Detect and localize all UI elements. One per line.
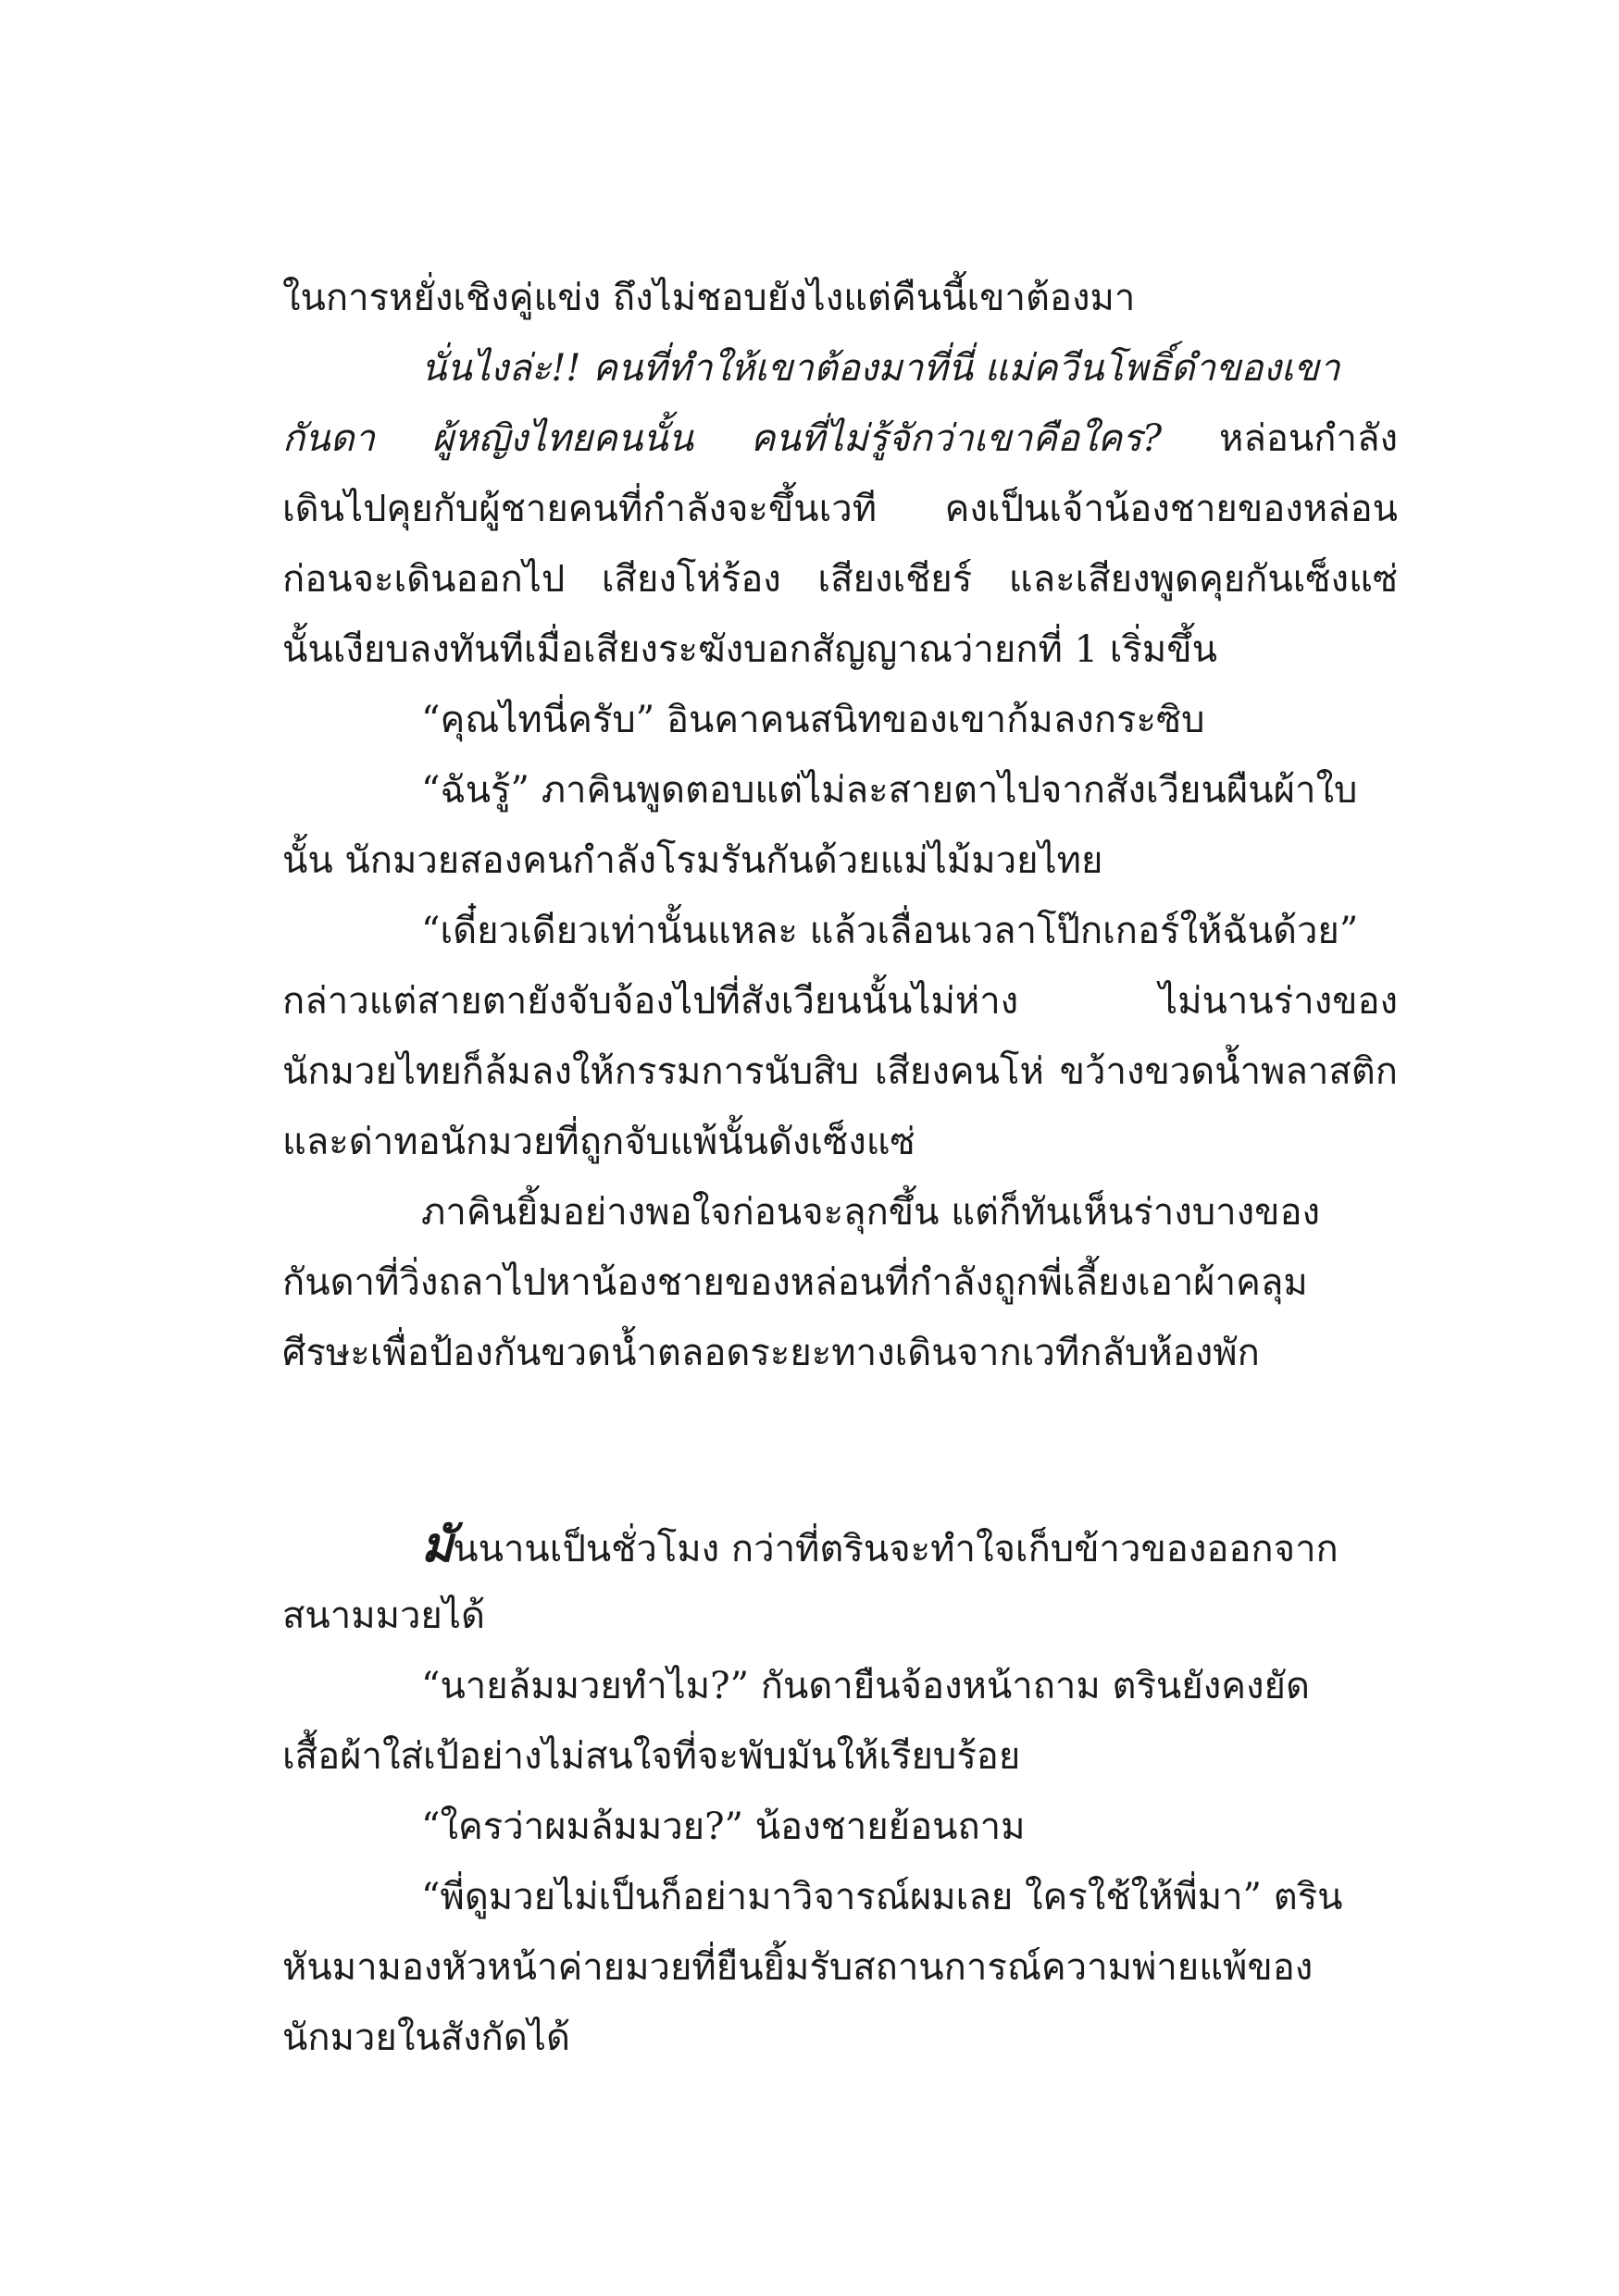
text-span: หล่อนกำลัง [1162,417,1398,460]
paragraph-line: นักมวยในสังกัดได้ [282,2017,570,2059]
paragraph-line [421,1518,1339,1573]
paragraph-line [282,411,1398,466]
paragraph-line: กันดาที่วิ่งถลาไปหาน้องชายของหล่อนที่กำลังถูกพี่เลี้ยงเอาผ้าคลุม [282,1261,1308,1304]
paragraph-line: “นายล้มมวยทำไม?” กันดายืนจ้องหน้าถาม ตรินยังคงยัด [421,1665,1310,1707]
paragraph-line: นั่นไงล่ะ!! คนที่ทำให้เขาต้องมาที่นี่ แม่ควีนโพธิ์ดำของเขา [421,347,1340,390]
paragraph-line: นั้น นักมวยสองคนกำลังโรมรันกันด้วยแม่ไม้มวยไทย [282,839,1103,882]
drop-cap: มั [421,1517,454,1573]
paragraph-line: นั้นเงียบลงทันทีเมื่อเสียงระฆังบอกสัญญาณว่ายกที่ 1 เริ่มขึ้น [282,628,1217,671]
paragraph-line: ในการหยั่งเชิงคู่แข่ง ถึงไม่ชอบยังไงแต่คืนนี้เขาต้องมา [282,277,1136,319]
paragraph-line: นักมวยไทยก็ล้มลงให้กรรมการนับสิบ เสียงคนโห่ ขว้างขวดน้ำพลาสติก [282,1050,1398,1093]
text-span: นนานเป็นชั่วโมง กว่าที่ตรินจะทำใจเก็บข้าวของออกจาก [453,1528,1339,1570]
paragraph-line: เสื้อผ้าใส่เป้อย่างไม่สนใจที่จะพับมันให้เรียบร้อย [282,1735,1021,1778]
paragraph-line: ภาคินยิ้มอย่างพอใจก่อนจะลุกขึ้น แต่ก็ทันเห็นร่างบางของ [421,1191,1321,1234]
paragraph-line: กล่าวแต่สายตายังจับจ้องไปที่สังเวียนนั้นไม่ห่าง ไม่นานร่างของ [282,980,1398,1023]
paragraph-line: “คุณไทนี่ครับ” อินคาคนสนิทของเขาก้มลงกระซิบ [421,699,1205,741]
paragraph-line: ศีรษะเพื่อป้องกันขวดน้ำตลอดระยะทางเดินจากเวทีกลับห้องพัก [282,1332,1260,1374]
paragraph-line: “เดี๋ยวเดียวเท่านั้นแหละ แล้วเลื่อนเวลาโป๊กเกอร์ให้ฉันด้วย” [421,910,1359,952]
paragraph-line: “พี่ดูมวยไม่เป็นก็อย่ามาวิจารณ์ผมเลย ใครใช้ให้พี่มา” ตริน [421,1876,1343,1918]
paragraph-line: สนามมวยได้ [282,1595,485,1637]
italic-text: กันดา ผู้หญิงไทยคนนั้น คนที่ไม่รู้จักว่าเขาคือใคร? [282,417,1163,460]
paragraph-line: เดินไปคุยกับผู้ชายคนที่กำลังจะขึ้นเวที คงเป็นเจ้าน้องชายของหล่อน [282,488,1398,530]
paragraph-line: “ใครว่าผมล้มมวย?” น้องชายย้อนถาม [421,1806,1026,1848]
paragraph-line: “ฉันรู้” ภาคินพูดตอบแต่ไม่ละสายตาไปจากสังเวียนผืนผ้าใบ [421,769,1358,812]
paragraph-line: และด่าทอนักมวยที่ถูกจับแพ้นั้นดังเซ็งแซ่ [282,1121,915,1163]
paragraph-line: หันมามองหัวหน้าค่ายมวยที่ยืนยิ้มรับสถานการณ์ความพ่ายแพ้ของ [282,1946,1314,1989]
paragraph-line: ก่อนจะเดินออกไป เสียงโห่ร้อง เสียงเชียร์ และเสียงพูดคุยกันเซ็งแซ่ [282,558,1398,601]
